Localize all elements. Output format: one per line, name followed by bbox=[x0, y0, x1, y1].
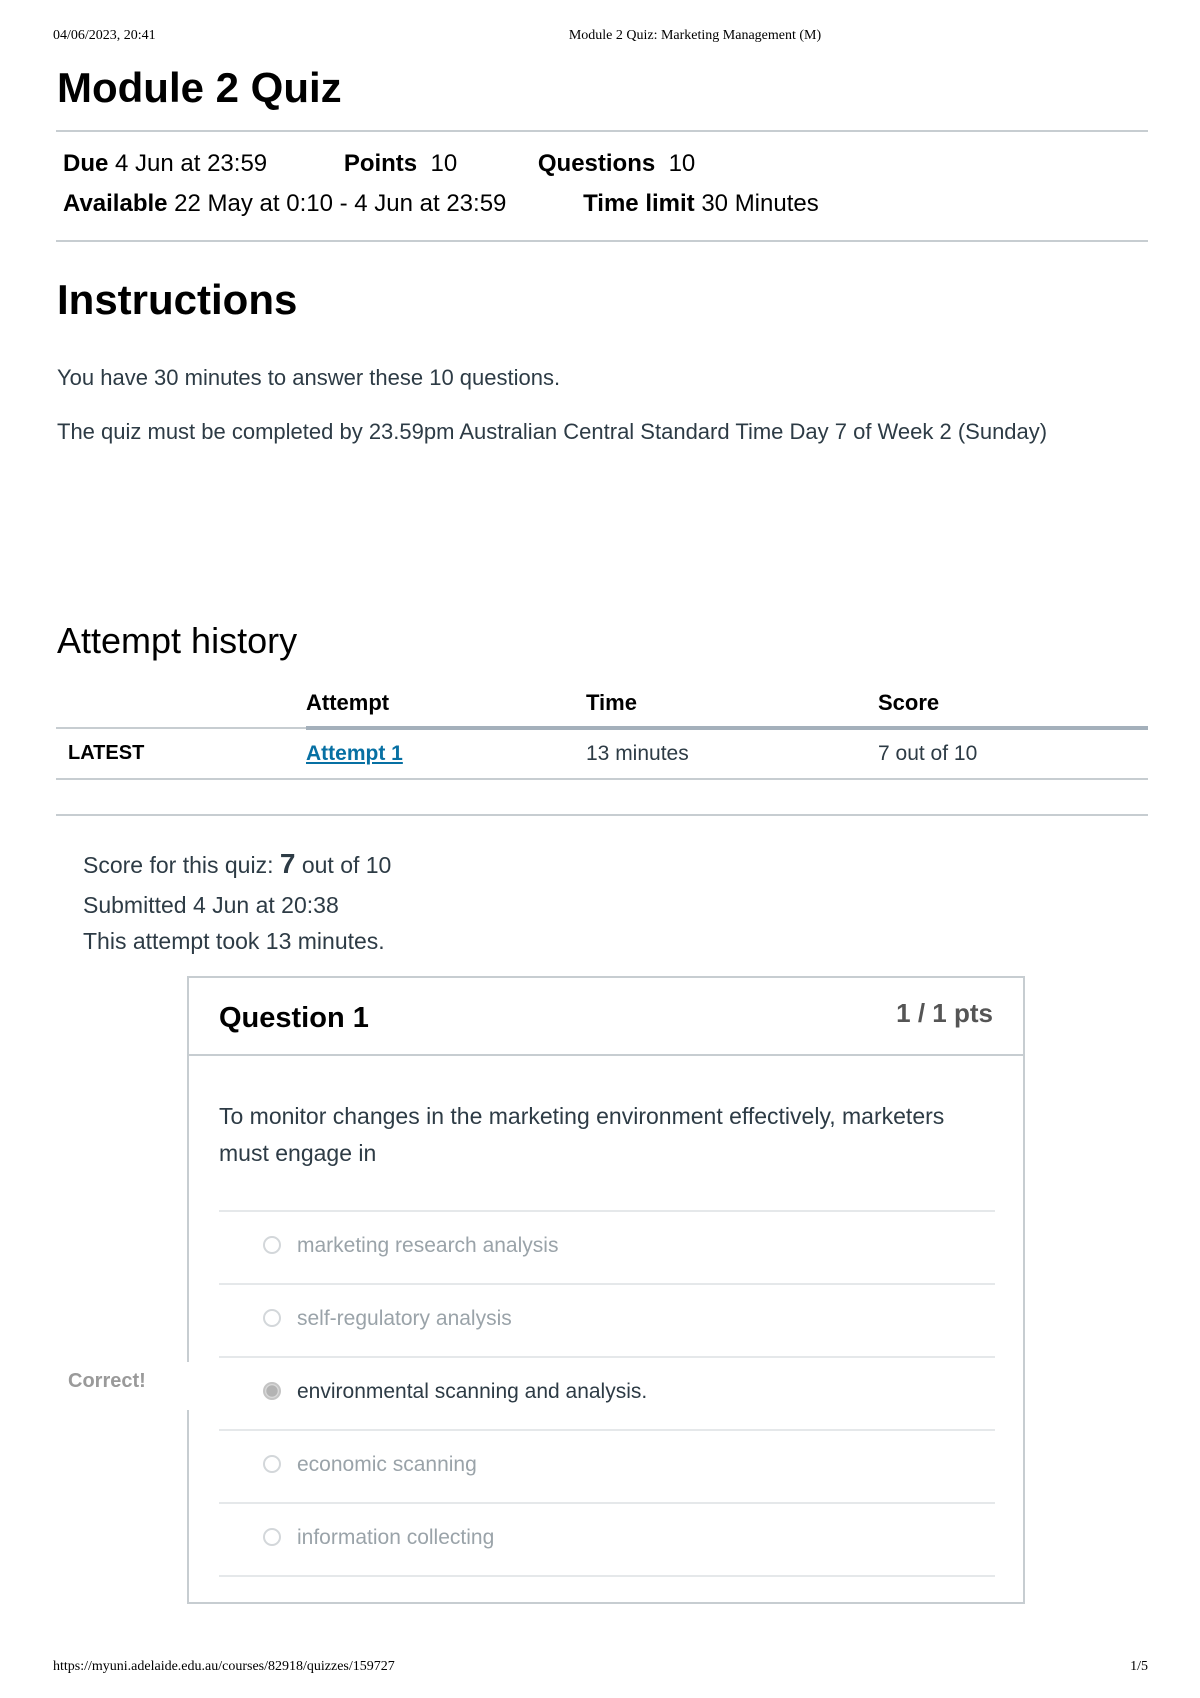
question-title: Question 1 bbox=[219, 1002, 369, 1034]
score-suffix: out of 10 bbox=[301, 852, 392, 878]
quiz-details-row-1 bbox=[63, 150, 695, 178]
score-prefix: Score for this quiz: bbox=[83, 852, 274, 878]
answer-option[interactable] bbox=[219, 1283, 995, 1356]
answer-label: self-regulatory analysis bbox=[297, 1307, 512, 1330]
table-row bbox=[56, 728, 1148, 779]
available-value: 22 May at 0:10 - 4 Jun at 23:59 bbox=[174, 190, 507, 217]
question-card bbox=[187, 976, 1025, 1604]
column-header: Score bbox=[878, 688, 1148, 728]
attempt-history-heading: Attempt history bbox=[57, 620, 298, 661]
due-detail bbox=[63, 150, 267, 178]
answer-list bbox=[219, 1210, 995, 1577]
score-value: 7 bbox=[279, 848, 296, 879]
instructions-heading: Instructions bbox=[57, 276, 298, 323]
print-document-title: Module 2 Quiz: Marketing Management (M) bbox=[568, 28, 822, 43]
radio-button-selected[interactable] bbox=[263, 1382, 281, 1400]
points-value: 10 bbox=[430, 150, 458, 177]
instructions-line-2: The quiz must be completed by 23.59pm Australian Central Standard Time Day 7 of Week 2 (Sunday) bbox=[57, 419, 1048, 444]
due-value: 4 Jun at 23:59 bbox=[115, 150, 268, 177]
duration-info: This attempt took 13 minutes. bbox=[83, 928, 385, 954]
page-title: Module 2 Quiz bbox=[57, 64, 342, 111]
answer-label: information collecting bbox=[297, 1526, 495, 1549]
divider bbox=[56, 240, 1148, 242]
quiz-details-row-2 bbox=[63, 190, 819, 218]
attempt-link[interactable]: Attempt 1 bbox=[306, 742, 403, 765]
column-header: Time bbox=[586, 688, 878, 728]
latest-tag: LATEST bbox=[56, 728, 306, 779]
due-label: Due bbox=[63, 150, 109, 177]
print-url: https://myuni.adelaide.edu.au/courses/82918/quizzes/159727 bbox=[53, 1659, 395, 1674]
submitted-info: Submitted 4 Jun at 20:38 bbox=[83, 892, 339, 918]
column-header bbox=[56, 688, 306, 728]
page-number: 1/5 bbox=[1130, 1659, 1148, 1674]
questions-label: Questions bbox=[537, 150, 656, 177]
radio-button[interactable] bbox=[263, 1309, 281, 1327]
available-detail bbox=[63, 190, 506, 218]
time-limit-value: 30 Minutes bbox=[701, 190, 819, 217]
attempt-cell bbox=[306, 728, 586, 779]
radio-button[interactable] bbox=[263, 1528, 281, 1546]
time-limit-detail bbox=[583, 190, 819, 218]
answer-label: marketing research analysis bbox=[297, 1234, 559, 1257]
answer-label: environmental scanning and analysis. bbox=[297, 1380, 648, 1403]
points-label: Points bbox=[343, 150, 418, 177]
correct-answer-flag: Correct! bbox=[68, 1370, 146, 1392]
question-text: To monitor changes in the marketing environment effectively, marketers must engage in bbox=[219, 1103, 945, 1166]
questions-detail bbox=[538, 150, 695, 178]
answer-option-selected[interactable] bbox=[219, 1356, 995, 1429]
radio-button[interactable] bbox=[263, 1236, 281, 1254]
print-timestamp: 04/06/2023, 20:41 bbox=[53, 28, 156, 43]
column-header: Attempt bbox=[306, 688, 586, 728]
flag-gap bbox=[187, 1362, 189, 1410]
available-label: Available bbox=[63, 190, 168, 217]
answer-option[interactable] bbox=[219, 1210, 995, 1283]
answer-label: economic scanning bbox=[297, 1453, 477, 1476]
points-detail bbox=[344, 150, 457, 178]
answer-option[interactable] bbox=[219, 1502, 995, 1577]
divider bbox=[56, 130, 1148, 132]
score-summary bbox=[83, 848, 391, 880]
time-limit-label: Time limit bbox=[583, 190, 695, 217]
question-header bbox=[189, 978, 1023, 1056]
table-header-row bbox=[56, 688, 1148, 728]
attempt-history-table bbox=[56, 688, 1148, 780]
questions-value: 10 bbox=[668, 150, 696, 177]
time-cell: 13 minutes bbox=[586, 728, 878, 779]
question-points: 1 / 1 pts bbox=[896, 998, 993, 1028]
score-cell: 7 out of 10 bbox=[878, 728, 1148, 779]
instructions-line-1: You have 30 minutes to answer these 10 questions. bbox=[57, 365, 561, 390]
print-header bbox=[0, 28, 1200, 48]
radio-button[interactable] bbox=[263, 1455, 281, 1473]
print-footer bbox=[0, 1659, 1200, 1679]
divider bbox=[56, 814, 1148, 816]
answer-option[interactable] bbox=[219, 1429, 995, 1502]
